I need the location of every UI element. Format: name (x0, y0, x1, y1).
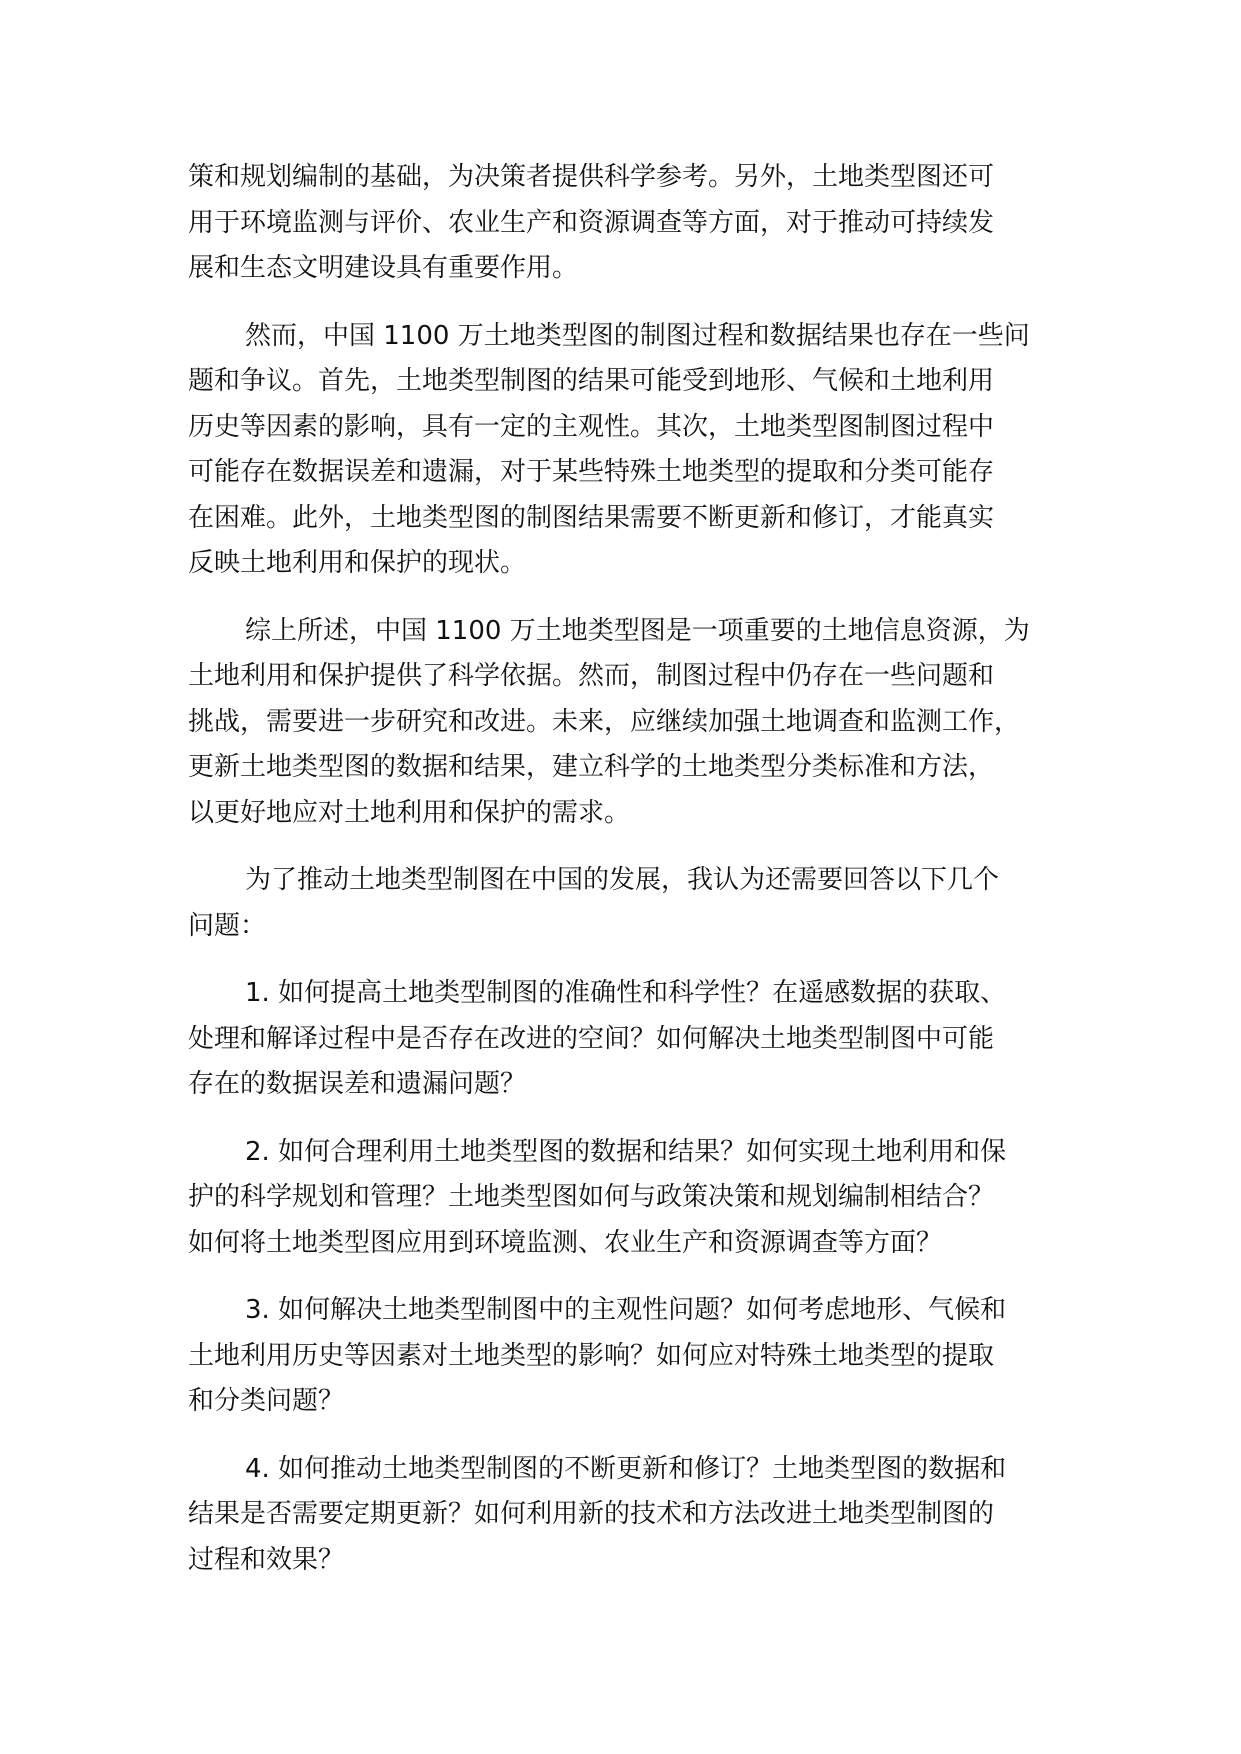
document-page (188, 155, 1088, 1605)
question-item-4 (188, 1447, 1088, 1584)
text-line: 然而，中国 1100 万土地类型图的制图过程和数据结果也存在一些问 (245, 320, 1030, 351)
text-line: 在困难。此外，土地类型图的制图结果需要不断更新和修订，才能真实 (188, 502, 995, 533)
text-line: 以更好地应对土地利用和保护的需求。 (188, 797, 631, 828)
text-line: 过程和效果？ (188, 1544, 345, 1575)
text-line: 策和规划编制的基础，为决策者提供科学参考。另外，土地类型图还可 (188, 162, 995, 192)
text-line: 2. 如何合理利用土地类型图的数据和结果？如何实现土地利用和保 (245, 1136, 1007, 1167)
text-line: 土地利用历史等因素对土地类型的影响？如何应对特殊土地类型的提取 (188, 1340, 995, 1371)
text-line: 用于环境监测与评价、农业生产和资源调查等方面，对于推动可持续发 (188, 207, 995, 238)
text-line: 1. 如何提高土地类型制图的准确性和科学性？在遥感数据的获取、 (245, 978, 1007, 1008)
text-line: 问题： (188, 910, 267, 941)
text-line: 结果是否需要定期更新？如何利用新的技术和方法改进土地类型制图的 (188, 1499, 995, 1529)
text-line: 综上所述，中国 1100 万土地类型图是一项重要的土地信息资源，为 (245, 615, 1030, 646)
paragraph-continuation (188, 155, 1088, 292)
text-line: 题和争议。首先，土地类型制图的结果可能受到地形、气候和土地利用 (188, 366, 995, 396)
text-line: 为了推动土地类型制图在中国的发展，我认为还需要回答以下几个 (245, 865, 1000, 895)
text-line: 展和生态文明建设具有重要作用。 (188, 253, 579, 283)
text-line: 3. 如何解决土地类型制图中的主观性问题？如何考虑地形、气候和 (245, 1295, 1007, 1325)
text-line: 如何将土地类型图应用到环境监测、农业生产和资源调查等方面？ (188, 1227, 943, 1258)
text-line: 和分类问题？ (188, 1386, 345, 1416)
text-line: 存在的数据误差和遗漏问题？ (188, 1069, 527, 1099)
text-line: 历史等因素的影响，具有一定的主观性。其次，土地类型图制图过程中 (188, 411, 995, 442)
text-line: 更新土地类型图的数据和结果，建立科学的土地类型分类标准和方法， (188, 752, 995, 782)
text-line: 可能存在数据误差和遗漏，对于某些特殊土地类型的提取和分类可能存 (188, 457, 995, 487)
text-line: 护的科学规划和管理？土地类型图如何与政策决策和规划编制相结合？ (188, 1182, 995, 1212)
text-line: 挑战，需要进一步研究和改进。未来，应继续加强土地调查和监测工作， (188, 706, 1021, 737)
text-line: 反映土地利用和保护的现状。 (188, 548, 527, 578)
paragraph-issues (188, 314, 1088, 587)
paragraph-questions-intro (188, 858, 1088, 949)
question-item-1 (188, 971, 1088, 1108)
paragraph-summary (188, 609, 1088, 837)
question-item-3 (188, 1288, 1088, 1425)
text-line: 土地利用和保护提供了科学依据。然而，制图过程中仍存在一些问题和 (188, 661, 995, 691)
text-line: 4. 如何推动土地类型制图的不断更新和修订？土地类型图的数据和 (245, 1453, 1007, 1484)
question-item-2 (188, 1130, 1088, 1267)
text-line: 处理和解译过程中是否存在改进的空间？如何解决土地类型制图中可能 (188, 1023, 995, 1054)
